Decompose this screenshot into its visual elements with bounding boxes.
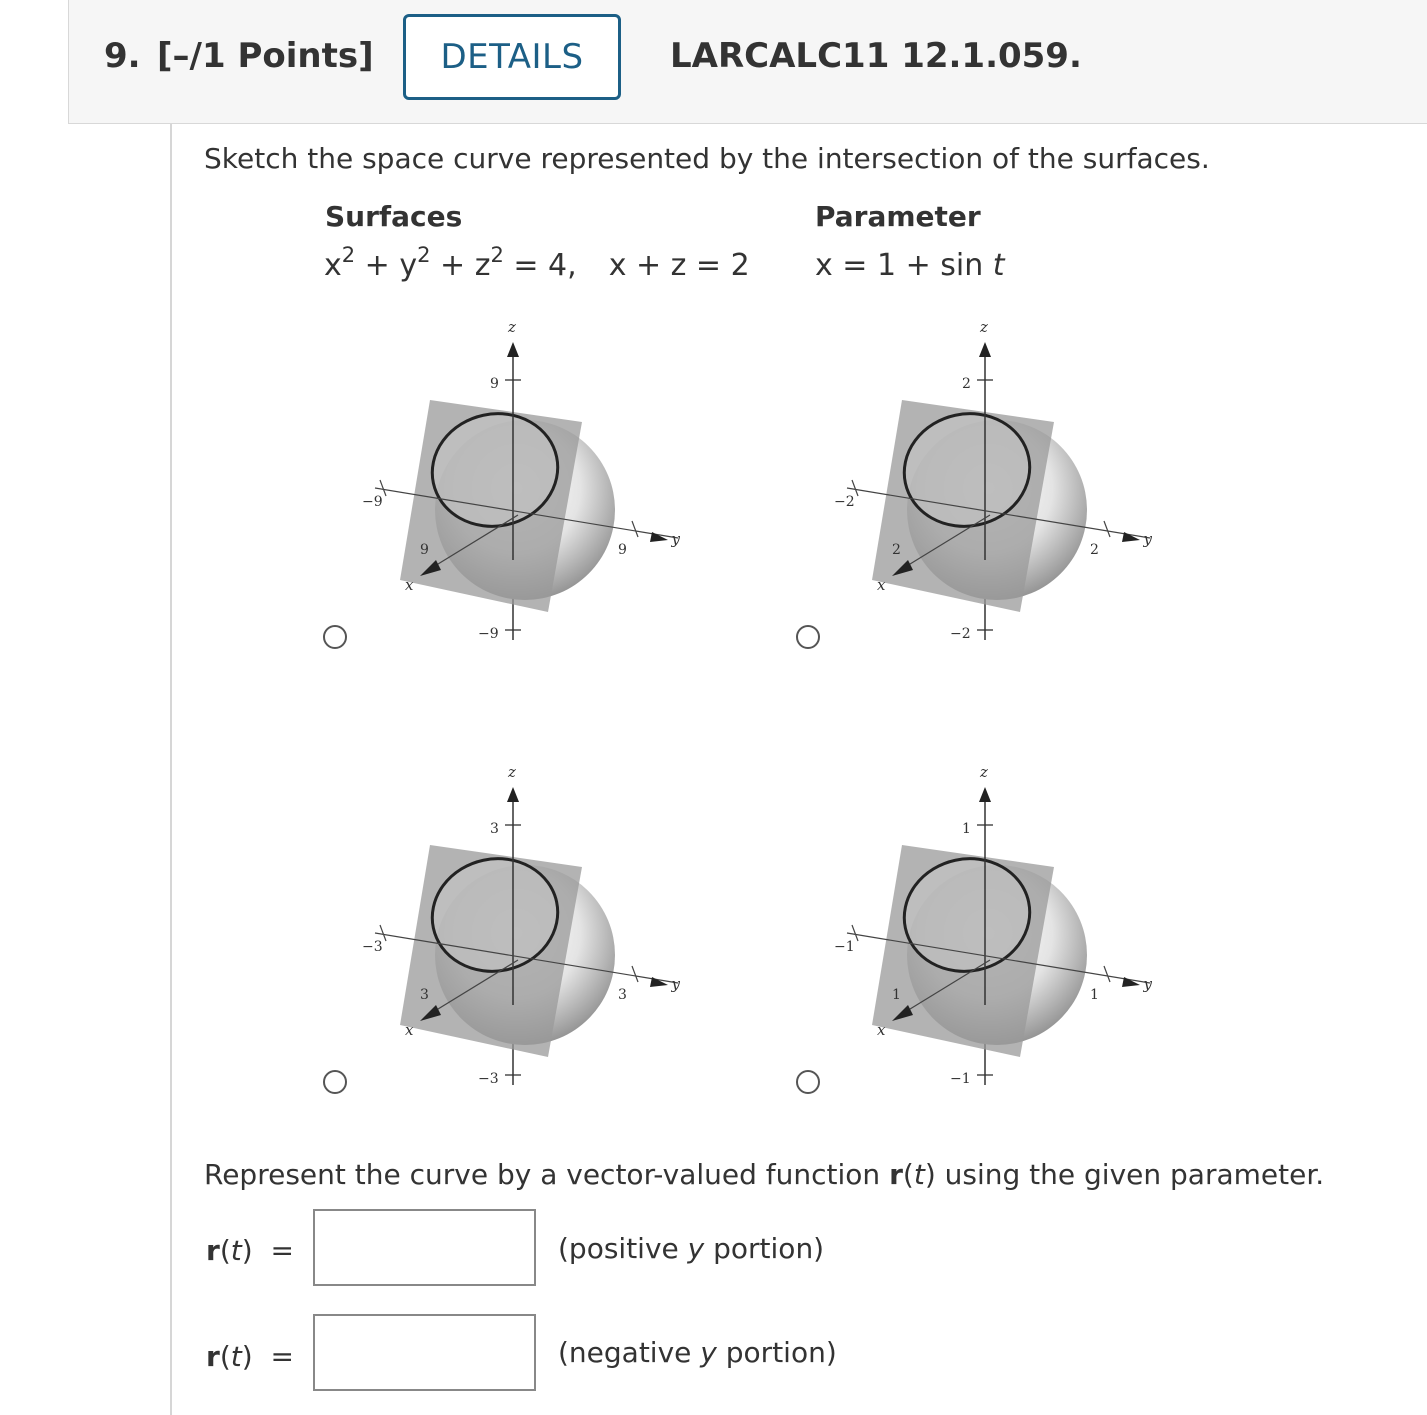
y-tick-label: 2 bbox=[1090, 542, 1099, 558]
answer-2-portion: (negative y portion) bbox=[558, 1336, 837, 1369]
z-axis-label: z bbox=[508, 318, 516, 336]
z-neg-tick-label: −9 bbox=[478, 626, 499, 642]
z-tick-label: 2 bbox=[962, 376, 971, 392]
answer-2-label: r(t) = bbox=[206, 1340, 294, 1373]
question-number: 9. bbox=[104, 36, 141, 76]
x-axis-label: x bbox=[877, 576, 886, 594]
x-tick-label: 9 bbox=[420, 542, 429, 558]
y-neg-tick-label: −9 bbox=[362, 494, 383, 510]
answer-1-portion: (positive y portion) bbox=[558, 1232, 825, 1265]
y-tick-label: 3 bbox=[618, 987, 627, 1003]
z-axis-arrow bbox=[979, 787, 991, 802]
y-neg-tick-label: −3 bbox=[362, 939, 383, 955]
answer-1-label: r(t) = bbox=[206, 1234, 294, 1267]
graph-option-3-radio[interactable] bbox=[323, 1070, 347, 1094]
x-tick-label: 2 bbox=[892, 542, 901, 558]
y-axis-label: y bbox=[671, 530, 680, 548]
sphere-plane-plot bbox=[350, 755, 680, 1110]
parameter-equation: x = 1 + sin t bbox=[815, 248, 1005, 283]
y-tick-label: 1 bbox=[1090, 987, 1099, 1003]
x-tick-label: 3 bbox=[420, 987, 429, 1003]
x-tick-label: 1 bbox=[892, 987, 901, 1003]
y-axis-arrow bbox=[1122, 977, 1140, 987]
z-axis-arrow bbox=[507, 787, 519, 802]
content-divider bbox=[170, 124, 172, 1415]
z-neg-tick-label: −2 bbox=[950, 626, 971, 642]
graph-option-4-radio[interactable] bbox=[796, 1070, 820, 1094]
problem-code: LARCALC11 12.1.059. bbox=[670, 36, 1082, 76]
sphere-plane-plot bbox=[822, 755, 1152, 1110]
y-axis-arrow bbox=[650, 977, 668, 987]
y-neg-tick-label: −2 bbox=[834, 494, 855, 510]
parameter-heading: Parameter bbox=[815, 200, 981, 233]
z-axis-label: z bbox=[980, 318, 988, 336]
graph-option-3 bbox=[350, 755, 680, 1110]
z-neg-tick-label: −1 bbox=[950, 1071, 971, 1087]
surfaces-heading: Surfaces bbox=[325, 200, 463, 233]
y-axis-label: y bbox=[1143, 975, 1152, 993]
x-axis-label: x bbox=[405, 576, 414, 594]
z-tick-label: 9 bbox=[490, 376, 499, 392]
graph-option-1 bbox=[350, 310, 680, 665]
z-axis-label: z bbox=[980, 763, 988, 781]
y-neg-tick-label: −1 bbox=[834, 939, 855, 955]
graph-option-1-radio[interactable] bbox=[323, 625, 347, 649]
z-axis-label: z bbox=[508, 763, 516, 781]
question-points: [–/1 Points] bbox=[157, 36, 374, 76]
z-neg-tick-label: −3 bbox=[478, 1071, 499, 1087]
y-axis-arrow bbox=[650, 532, 668, 542]
graph-option-4 bbox=[822, 755, 1152, 1110]
graph-option-2-radio[interactable] bbox=[796, 625, 820, 649]
answer-1-input[interactable] bbox=[313, 1209, 536, 1286]
question-intro: Sketch the space curve represented by the intersection of the surfaces. bbox=[204, 142, 1210, 175]
graph-option-2 bbox=[822, 310, 1152, 665]
details-button[interactable]: DETAILS bbox=[403, 14, 621, 100]
y-axis-label: y bbox=[671, 975, 680, 993]
y-axis-label: y bbox=[1143, 530, 1152, 548]
sphere-plane-plot bbox=[822, 310, 1152, 665]
y-tick bbox=[632, 966, 638, 982]
surfaces-equation: $x^2 + y^2 + z^2 = 4$, x + z = 2 bbox=[324, 243, 750, 283]
answer-2-input[interactable] bbox=[313, 1314, 536, 1391]
y-axis-arrow bbox=[1122, 532, 1140, 542]
z-axis-arrow bbox=[979, 342, 991, 357]
y-tick bbox=[632, 521, 638, 537]
z-tick-label: 3 bbox=[490, 821, 499, 837]
z-tick-label: 1 bbox=[962, 821, 971, 837]
y-tick-label: 9 bbox=[618, 542, 627, 558]
y-tick bbox=[1104, 966, 1110, 982]
sphere-plane-plot bbox=[350, 310, 680, 665]
x-axis-label: x bbox=[405, 1021, 414, 1039]
represent-instruction: Represent the curve by a vector-valued function r(t) using the given parameter. bbox=[204, 1158, 1325, 1191]
z-axis-arrow bbox=[507, 342, 519, 357]
x-axis-label: x bbox=[877, 1021, 886, 1039]
y-tick bbox=[1104, 521, 1110, 537]
